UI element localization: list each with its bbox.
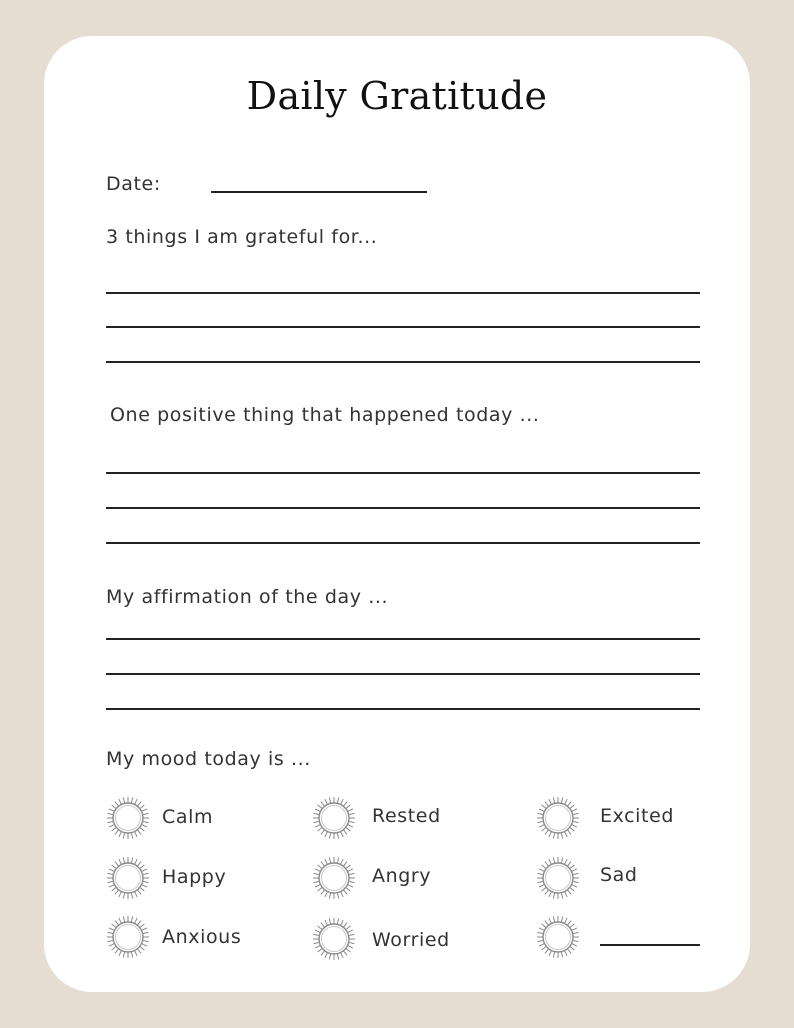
grateful-prompt: 3 things I am grateful for... — [106, 226, 378, 248]
affirmation-line-3[interactable] — [106, 708, 700, 710]
mood-checkbox-excited-icon[interactable] — [536, 796, 580, 840]
mood-checkbox-rested-icon[interactable] — [312, 796, 356, 840]
mood-other-field[interactable] — [600, 944, 700, 946]
mood-label-sad: Sad — [600, 864, 638, 886]
mood-label-angry: Angry — [372, 865, 432, 887]
positive-line-1[interactable] — [106, 472, 700, 474]
affirmation-prompt: My affirmation of the day ... — [106, 586, 389, 608]
mood-prompt: My mood today is ... — [106, 748, 311, 770]
mood-checkbox-sad-icon[interactable] — [536, 856, 580, 900]
affirmation-line-1[interactable] — [106, 638, 700, 640]
positive-prompt: One positive thing that happened today ... — [110, 404, 540, 426]
affirmation-line-2[interactable] — [106, 673, 700, 675]
date-field[interactable] — [211, 191, 427, 193]
mood-label-rested: Rested — [372, 805, 441, 827]
grateful-line-1[interactable] — [106, 292, 700, 294]
page-title: Daily Gratitude — [246, 74, 548, 118]
mood-label-excited: Excited — [600, 805, 675, 827]
positive-line-3[interactable] — [106, 542, 700, 544]
mood-label-calm: Calm — [162, 806, 214, 828]
mood-label-anxious: Anxious — [162, 926, 242, 948]
grateful-line-3[interactable] — [106, 361, 700, 363]
grateful-line-2[interactable] — [106, 326, 700, 328]
mood-label-happy: Happy — [162, 866, 227, 888]
mood-checkbox-other-icon[interactable] — [536, 915, 580, 959]
date-label: Date: — [106, 173, 161, 195]
positive-line-2[interactable] — [106, 507, 700, 509]
mood-checkbox-worried-icon[interactable] — [312, 917, 356, 961]
mood-checkbox-angry-icon[interactable] — [312, 856, 356, 900]
mood-checkbox-calm-icon[interactable] — [106, 796, 150, 840]
mood-checkbox-anxious-icon[interactable] — [106, 915, 150, 959]
mood-checkbox-happy-icon[interactable] — [106, 856, 150, 900]
mood-label-worried: Worried — [372, 929, 450, 951]
